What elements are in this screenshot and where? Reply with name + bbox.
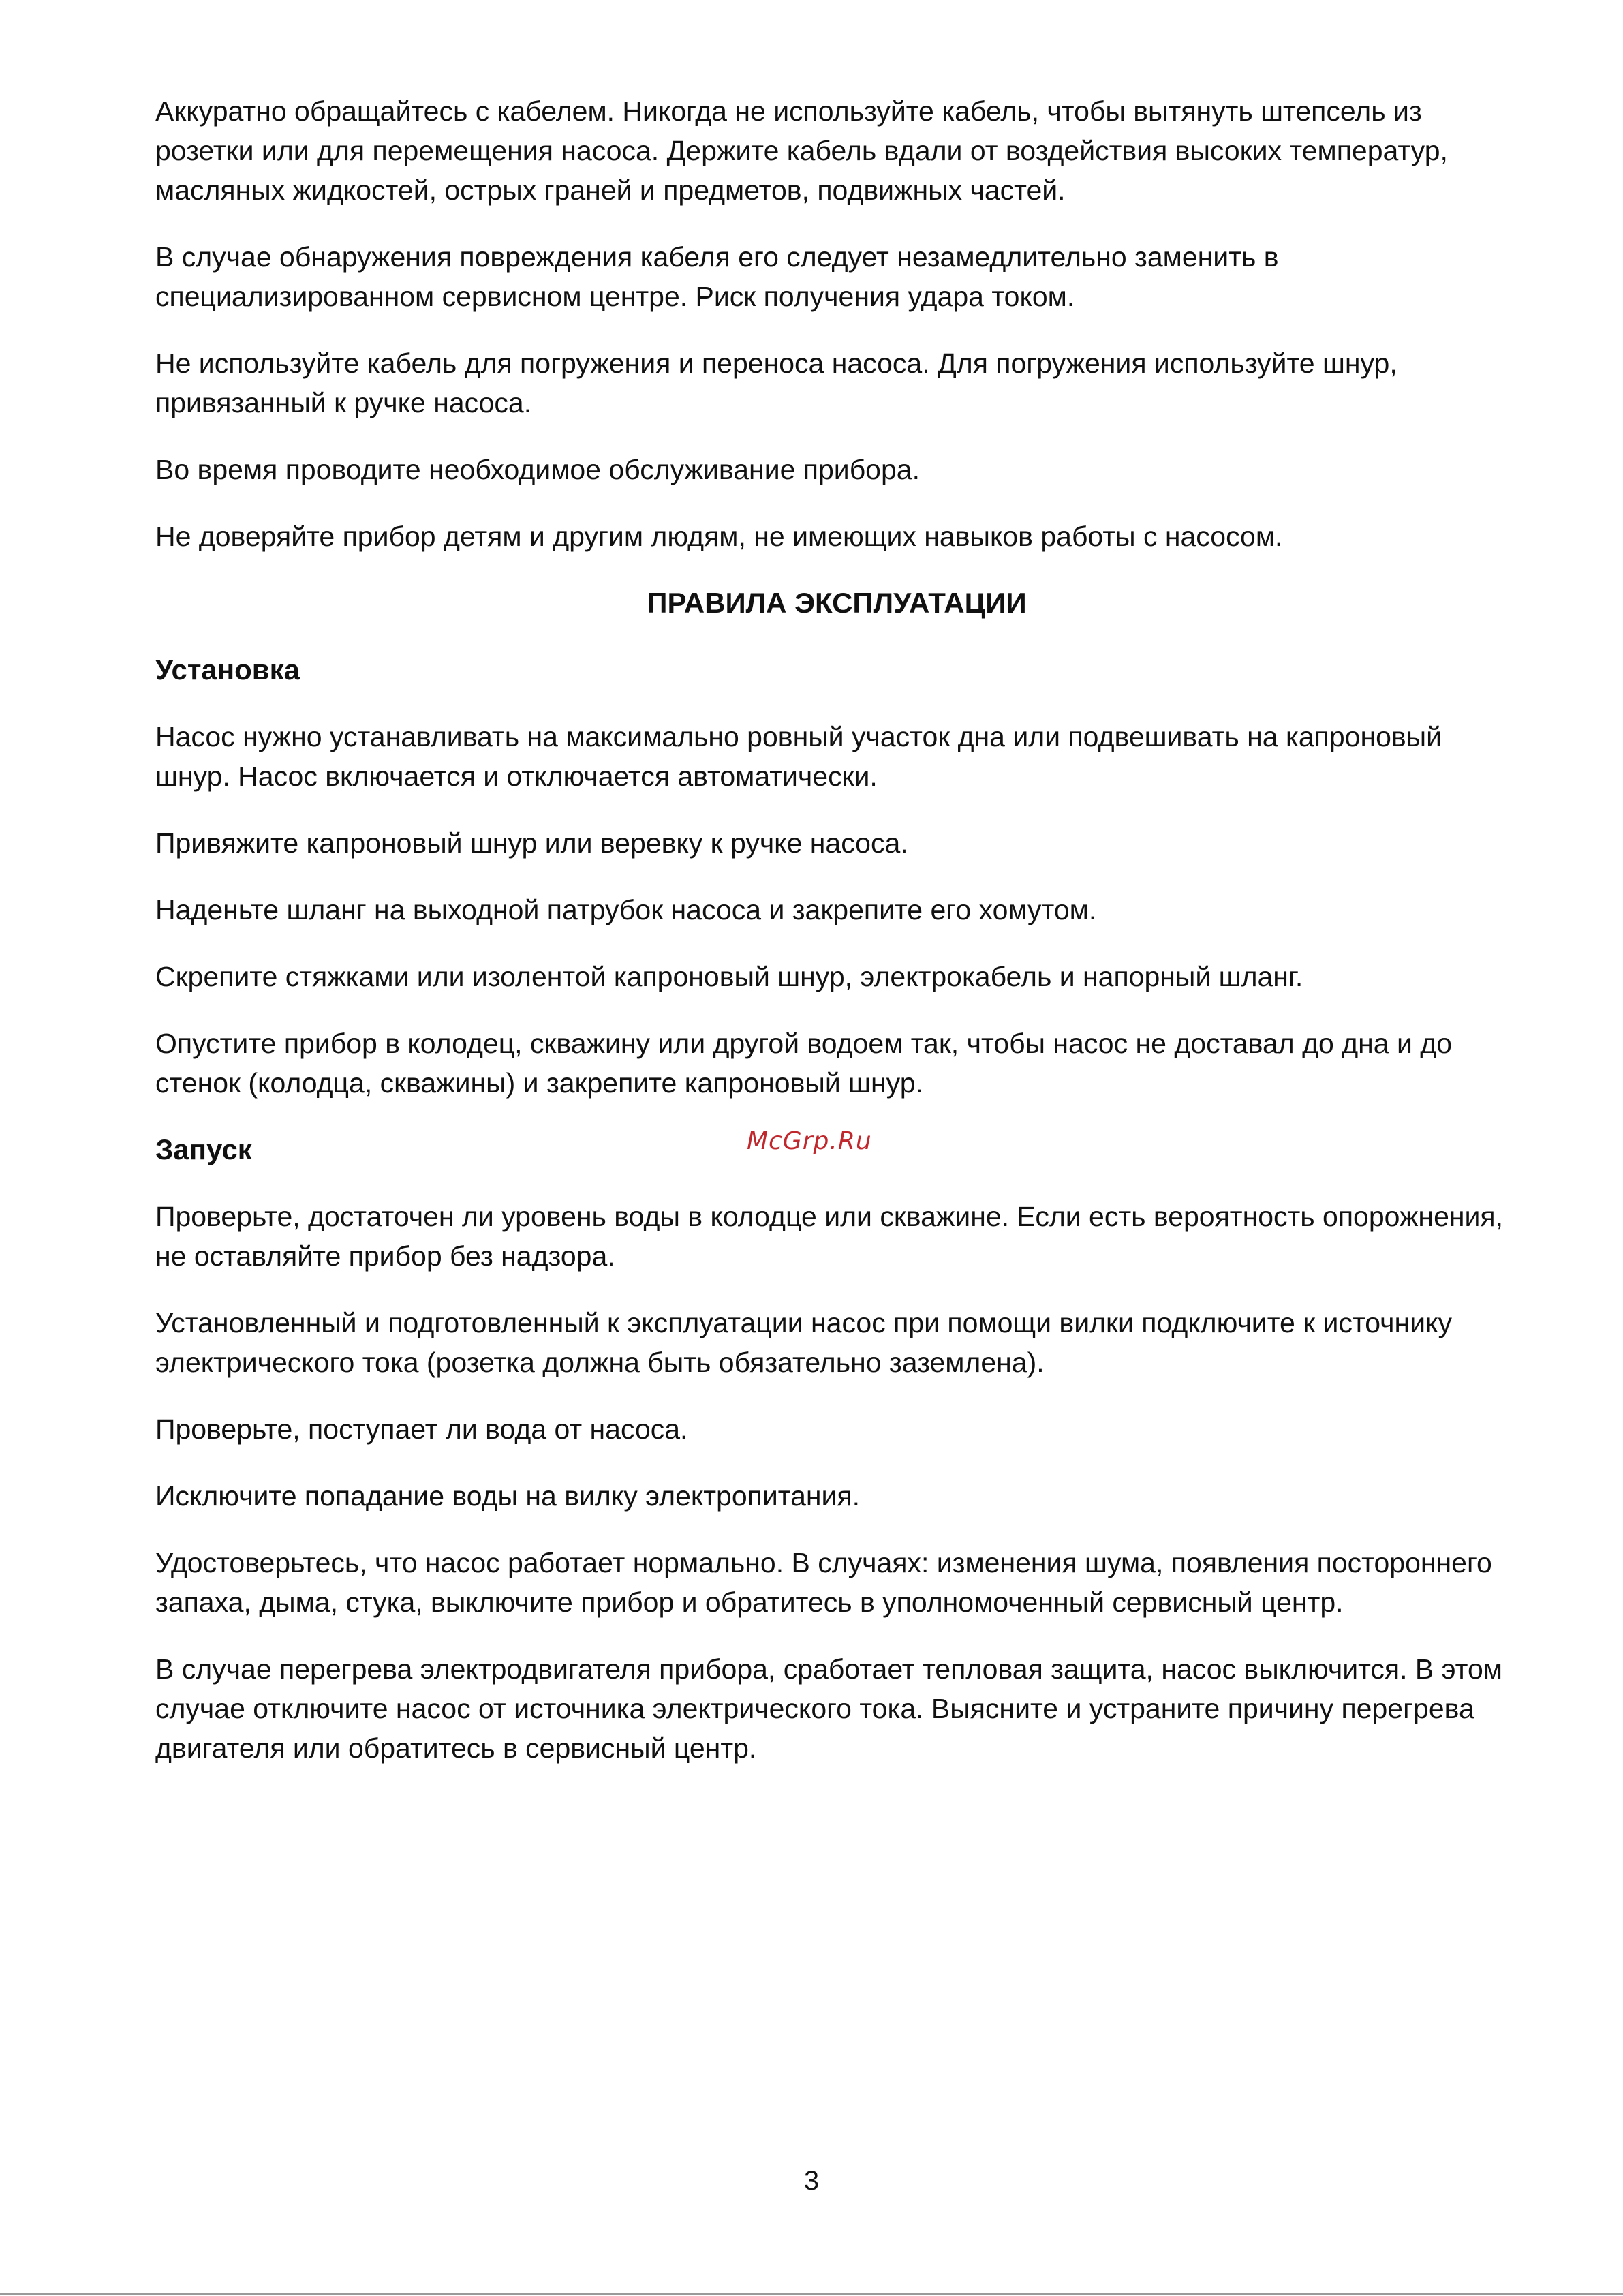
launch-heading: Запуск bbox=[155, 1133, 252, 1165]
paragraph-maintenance: Во время проводите необходимое обслуживание прибора. bbox=[155, 454, 920, 485]
installation-paragraph: Наденьте шланг на выходной патрубок насоса и закрепите его хомутом. bbox=[155, 894, 1097, 925]
page-number: 3 bbox=[803, 2166, 820, 2196]
paragraph-cable-damage: В случае обнаружения повреждения кабеля его следует незамедлительно заменить в специализированном сервисном центре. Риск получения удара током. bbox=[155, 241, 1279, 312]
section-title: ПРАВИЛА ЭКСПЛУАТАЦИИ bbox=[647, 587, 1027, 619]
launch-paragraph: Проверьте, достаточен ли уровень воды в колодце или скважине. Если есть вероятность опорожнения, не оставляйте прибор без надзора. bbox=[155, 1201, 1504, 1272]
installation-paragraph: Привяжите капроновый шнур или веревку к ручке насоса. bbox=[155, 827, 908, 859]
paragraph-cable-immersion: Не используйте кабель для погружения и переноса насоса. Для погружения используйте шнур, привязанный к ручке насоса. bbox=[155, 348, 1397, 418]
launch-paragraph: Исключите попадание воды на вилку электропитания. bbox=[155, 1480, 861, 1512]
installation-paragraph: Опустите прибор в колодец, скважину или другой водоем так, чтобы насос не доставал до дна и до стенок (колодца, скважины) и закрепите капроновый шнур. bbox=[155, 1028, 1453, 1099]
launch-heading-row bbox=[155, 1127, 1518, 1169]
launch-paragraph: Удостоверьтесь, что насос работает нормально. В случаях: изменения шума, появления постороннего запаха, дыма, стука, выключите прибор и обратитесь в уполномоченный сервисный центр. bbox=[155, 1547, 1492, 1618]
launch-paragraph: В случае перегрева электродвигателя прибора, сработает тепловая защита, насос выключится. В этом случае отключите насос от источника электрического тока. Выясните и устраните причину перегрева двигателя или обратитесь в сервисный центр. bbox=[155, 1653, 1502, 1764]
page-bottom-divider bbox=[0, 2293, 1623, 2295]
installation-paragraph: Насос нужно устанавливать на максимально ровный участок дна или подвешивать на капроновый шнур. Насос включается и отключается автоматически. bbox=[155, 721, 1442, 792]
page-content bbox=[155, 91, 1518, 1795]
paragraph-children: Не доверяйте прибор детям и другим людям, не имеющих навыков работы с насосом. bbox=[155, 521, 1283, 552]
launch-paragraph: Проверьте, поступает ли вода от насоса. bbox=[155, 1413, 688, 1445]
watermark: McGrp.Ru bbox=[747, 1127, 872, 1155]
installation-paragraph: Скрепите стяжками или изолентой капроновый шнур, электрокабель и напорный шланг. bbox=[155, 961, 1303, 992]
launch-paragraph: Установленный и подготовленный к эксплуатации насос при помощи вилки подключите к источнику электрического тока (розетка должна быть обязательно заземлена). bbox=[155, 1307, 1452, 1378]
installation-heading: Установка bbox=[155, 654, 300, 686]
paragraph-cable-handling: Аккуратно обращайтесь с кабелем. Никогда не используйте кабель, чтобы вытянуть штепсель из розетки или для перемещения насоса. Держите кабель вдали от воздействия высоких температур, масляных жидкостей, острых граней и предметов, подвижных частей. bbox=[155, 95, 1448, 206]
